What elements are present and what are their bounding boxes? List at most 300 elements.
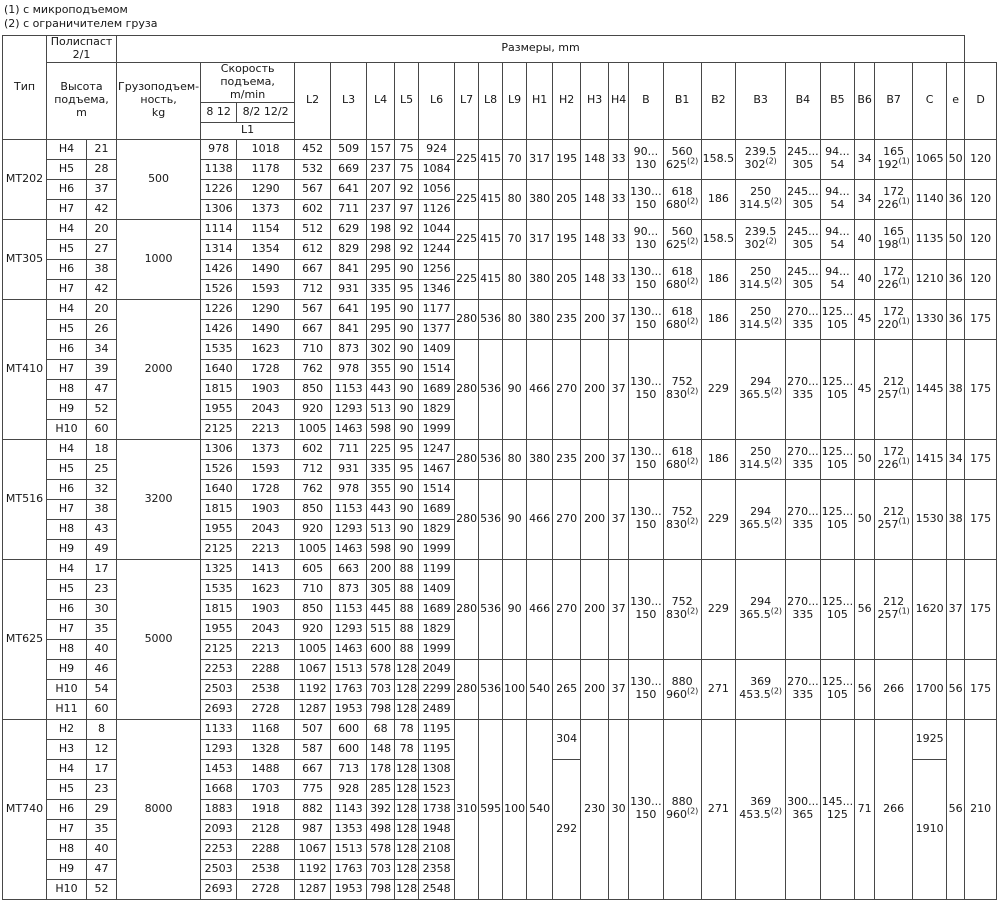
height-m-cell: 32 xyxy=(87,479,117,499)
dim-cell: 1763 xyxy=(331,679,367,699)
dim-cell: 130... 150 xyxy=(629,719,664,899)
type-cell: МТ516 xyxy=(3,439,47,559)
dim-cell: 2538 xyxy=(237,679,295,699)
dim-cell: 1126 xyxy=(419,199,455,219)
dim-cell: 1490 xyxy=(237,319,295,339)
dim-cell: 128 xyxy=(395,679,419,699)
dim-cell: 235 xyxy=(553,299,581,339)
height-code-cell: H5 xyxy=(47,239,87,259)
dim-cell: 212 257$^{(1)}$ xyxy=(875,559,913,659)
dim-cell: 598 xyxy=(367,539,395,559)
dim-cell: 2253 xyxy=(201,839,237,859)
dim-cell: 1005 xyxy=(295,539,331,559)
dim-cell: 369 453.5$^{(2)}$ xyxy=(736,719,786,899)
dim-cell: 2288 xyxy=(237,659,295,679)
dim-cell: 587 xyxy=(295,739,331,759)
height-code-cell: H9 xyxy=(47,659,87,679)
dim-cell: 978 xyxy=(331,479,367,499)
dim-cell: 128 xyxy=(395,779,419,799)
dim-cell: 294 365.5$^{(2)}$ xyxy=(736,479,786,559)
dim-cell: 2728 xyxy=(237,699,295,719)
height-code-cell: H6 xyxy=(47,599,87,619)
dim-cell: 1526 xyxy=(201,459,237,479)
dim-cell: 380 xyxy=(527,179,553,219)
dim-cell: 88 xyxy=(395,639,419,659)
dim-cell: 1463 xyxy=(331,539,367,559)
dim-cell: 245... 305 xyxy=(786,219,821,259)
dim-cell: 130... 150 xyxy=(629,259,664,299)
dim-cell: 298 xyxy=(367,239,395,259)
dim-cell: 578 xyxy=(367,839,395,859)
header-speed-8-12: 8 12 xyxy=(201,102,237,122)
dim-cell: 250 314.5$^{(2)}$ xyxy=(736,299,786,339)
dim-cell: 1728 xyxy=(237,479,295,499)
height-m-cell: 43 xyxy=(87,519,117,539)
dim-cell: 1373 xyxy=(237,439,295,459)
height-code-cell: H7 xyxy=(47,619,87,639)
dim-cell: 40 xyxy=(855,259,875,299)
dim-cell: 172 226$^{(1)}$ xyxy=(875,179,913,219)
dim-cell: 920 xyxy=(295,619,331,639)
dim-cell: 250 314.5$^{(2)}$ xyxy=(736,179,786,219)
dim-cell: 1910 xyxy=(913,759,947,899)
dim-cell: 392 xyxy=(367,799,395,819)
height-m-cell: 18 xyxy=(87,439,117,459)
height-m-cell: 42 xyxy=(87,279,117,299)
dim-cell: 235 xyxy=(553,439,581,479)
dim-cell: 560 625$^{(2)}$ xyxy=(663,219,701,259)
dim-cell: 172 220$^{(1)}$ xyxy=(875,299,913,339)
dim-cell: 1143 xyxy=(331,799,367,819)
dim-cell: 452 xyxy=(295,139,331,159)
dim-cell: 1195 xyxy=(419,719,455,739)
dim-cell: 128 xyxy=(395,699,419,719)
dim-cell: 1620 xyxy=(913,559,947,659)
dim-cell: 1829 xyxy=(419,399,455,419)
dim-cell: 600 xyxy=(331,739,367,759)
dim-cell: 711 xyxy=(331,199,367,219)
dim-cell: 130... 150 xyxy=(629,479,664,559)
height-code-cell: H7 xyxy=(47,199,87,219)
dim-cell: 612 xyxy=(295,239,331,259)
dim-cell: 120 xyxy=(965,139,997,179)
dim-cell: 1530 xyxy=(913,479,947,559)
dim-cell: 667 xyxy=(295,759,331,779)
dim-cell: 225 xyxy=(455,179,479,219)
dim-cell: 100 xyxy=(503,719,527,899)
dim-cell: 1689 xyxy=(419,379,455,399)
dim-cell: 125... 105 xyxy=(820,299,855,339)
dim-cell: 513 xyxy=(367,399,395,419)
dim-cell: 880 960$^{(2)}$ xyxy=(663,659,701,719)
dim-cell: 1490 xyxy=(237,259,295,279)
dim-cell: 90 xyxy=(503,559,527,659)
dim-cell: 1815 xyxy=(201,379,237,399)
dim-cell: 200 xyxy=(367,559,395,579)
dim-cell: 667 xyxy=(295,259,331,279)
height-code-cell: H6 xyxy=(47,339,87,359)
dim-cell: 1903 xyxy=(237,379,295,399)
dim-cell: 270... 335 xyxy=(786,659,821,719)
dim-cell: 148 xyxy=(581,179,609,219)
dim-cell: 198 xyxy=(367,219,395,239)
dim-cell: 669 xyxy=(331,159,367,179)
height-code-cell: H4 xyxy=(47,139,87,159)
height-m-cell: 30 xyxy=(87,599,117,619)
height-code-cell: H5 xyxy=(47,159,87,179)
dim-cell: 1883 xyxy=(201,799,237,819)
height-m-cell: 20 xyxy=(87,219,117,239)
dim-cell: 270... 335 xyxy=(786,299,821,339)
dim-cell: 1829 xyxy=(419,519,455,539)
dim-cell: 148 xyxy=(581,259,609,299)
dim-cell: 540 xyxy=(527,659,553,719)
dim-cell: 752 830$^{(2)}$ xyxy=(663,559,701,659)
height-code-cell: H7 xyxy=(47,359,87,379)
capacity-cell: 5000 xyxy=(117,559,201,719)
col-header: L2 xyxy=(295,62,331,139)
dim-cell: 1067 xyxy=(295,839,331,859)
dim-cell: 237 xyxy=(367,159,395,179)
dim-cell: 205 xyxy=(553,179,581,219)
height-m-cell: 34 xyxy=(87,339,117,359)
dim-cell: 445 xyxy=(367,599,395,619)
height-code-cell: H9 xyxy=(47,539,87,559)
dim-cell: 2213 xyxy=(237,419,295,439)
dim-cell: 2125 xyxy=(201,639,237,659)
dim-cell: 1377 xyxy=(419,319,455,339)
dim-cell: 245... 305 xyxy=(786,179,821,219)
dim-cell: 1308 xyxy=(419,759,455,779)
dim-cell: 36 xyxy=(947,179,965,219)
header-height: Высота подъема, m xyxy=(47,62,117,139)
dim-cell: 536 xyxy=(479,659,503,719)
height-m-cell: 26 xyxy=(87,319,117,339)
dim-cell: 536 xyxy=(479,479,503,559)
dim-cell: 873 xyxy=(331,579,367,599)
footnotes xyxy=(2,1,998,33)
dim-cell: 667 xyxy=(295,319,331,339)
dim-cell: 38 xyxy=(947,479,965,559)
type-cell: МТ202 xyxy=(3,139,47,219)
dim-cell: 33 xyxy=(609,139,629,179)
height-m-cell: 54 xyxy=(87,679,117,699)
dim-cell: 443 xyxy=(367,499,395,519)
dim-cell: 186 xyxy=(701,439,736,479)
dim-cell: 920 xyxy=(295,519,331,539)
height-code-cell: H7 xyxy=(47,499,87,519)
dim-cell: 355 xyxy=(367,479,395,499)
dim-cell: 466 xyxy=(527,479,553,559)
dim-cell: 125... 105 xyxy=(820,559,855,659)
dim-cell: 1426 xyxy=(201,259,237,279)
height-code-cell: H8 xyxy=(47,639,87,659)
dim-cell: 1463 xyxy=(331,419,367,439)
dim-cell: 762 xyxy=(295,359,331,379)
dim-cell: 280 xyxy=(455,659,479,719)
dim-cell: 703 xyxy=(367,859,395,879)
dim-cell: 1513 xyxy=(331,659,367,679)
dim-cell: 882 xyxy=(295,799,331,819)
dim-cell: 1409 xyxy=(419,339,455,359)
dim-cell: 130... 150 xyxy=(629,439,664,479)
dim-cell: 128 xyxy=(395,799,419,819)
height-code-cell: H7 xyxy=(47,279,87,299)
dim-cell: 292 xyxy=(553,759,581,899)
dim-cell: 2548 xyxy=(419,879,455,899)
dim-cell: 2693 xyxy=(201,879,237,899)
footnote-2: (2) с ограничителем груза xyxy=(4,17,158,30)
dim-cell: 90 xyxy=(503,339,527,439)
header-capacity: Грузоподъем- ность, kg xyxy=(117,62,201,139)
dim-cell: 33 xyxy=(609,179,629,219)
dim-cell: 355 xyxy=(367,359,395,379)
dim-cell: 1226 xyxy=(201,179,237,199)
dim-cell: 280 xyxy=(455,339,479,439)
col-header: B1 xyxy=(663,62,701,139)
dim-cell: 270... 335 xyxy=(786,439,821,479)
dim-cell: 1005 xyxy=(295,419,331,439)
dim-cell: 663 xyxy=(331,559,367,579)
dim-cell: 45 xyxy=(855,339,875,439)
dim-cell: 175 xyxy=(965,299,997,339)
dim-cell: 310 xyxy=(455,719,479,899)
dim-cell: 602 xyxy=(295,199,331,219)
dim-cell: 335 xyxy=(367,279,395,299)
dim-cell: 90 xyxy=(395,319,419,339)
dim-cell: 618 680$^{(2)}$ xyxy=(663,299,701,339)
dim-cell: 200 xyxy=(581,439,609,479)
dim-cell: 80 xyxy=(503,179,527,219)
dim-cell: 37 xyxy=(947,559,965,659)
dim-cell: 37 xyxy=(609,479,629,559)
dim-cell: 978 xyxy=(201,139,237,159)
dim-cell: 97 xyxy=(395,199,419,219)
dim-cell: 90 xyxy=(395,259,419,279)
height-code-cell: H9 xyxy=(47,399,87,419)
dim-cell: 207 xyxy=(367,179,395,199)
col-header: L8 xyxy=(479,62,503,139)
footnote-1: (1) с микроподъемом xyxy=(4,3,128,16)
dim-cell: 1065 xyxy=(913,139,947,179)
dim-cell: 94... 54 xyxy=(820,219,855,259)
dim-cell: 1287 xyxy=(295,879,331,899)
dim-cell: 295 xyxy=(367,259,395,279)
dim-cell: 172 226$^{(1)}$ xyxy=(875,439,913,479)
dim-cell: 70 xyxy=(503,139,527,179)
dim-cell: 38 xyxy=(947,339,965,439)
dim-cell: 1953 xyxy=(331,879,367,899)
dim-cell: 2108 xyxy=(419,839,455,859)
height-m-cell: 20 xyxy=(87,299,117,319)
dim-cell: 90 xyxy=(395,479,419,499)
dim-cell: 148 xyxy=(581,139,609,179)
dim-cell: 195 xyxy=(367,299,395,319)
dim-cell: 618 680$^{(2)}$ xyxy=(663,259,701,299)
dim-cell: 641 xyxy=(331,179,367,199)
dim-cell: 415 xyxy=(479,219,503,259)
dim-cell: 536 xyxy=(479,339,503,439)
dim-cell: 1067 xyxy=(295,659,331,679)
dim-cell: 120 xyxy=(965,219,997,259)
dim-cell: 1925 xyxy=(913,719,947,759)
height-code-cell: H9 xyxy=(47,859,87,879)
dim-cell: 120 xyxy=(965,259,997,299)
dim-cell: 2043 xyxy=(237,519,295,539)
dim-cell: 100 xyxy=(503,659,527,719)
col-header: B2 xyxy=(701,62,736,139)
dim-cell: 1918 xyxy=(237,799,295,819)
dim-cell: 1903 xyxy=(237,499,295,519)
dim-cell: 128 xyxy=(395,759,419,779)
dim-cell: 212 257$^{(1)}$ xyxy=(875,479,913,559)
dim-cell: 37 xyxy=(609,339,629,439)
height-m-cell: 37 xyxy=(87,179,117,199)
dim-cell: 1290 xyxy=(237,299,295,319)
dim-cell: 300... 365 xyxy=(786,719,821,899)
dim-cell: 280 xyxy=(455,439,479,479)
dim-cell: 210 xyxy=(965,719,997,899)
col-header: B4 xyxy=(786,62,821,139)
spec-table xyxy=(2,35,997,900)
dim-cell: 37 xyxy=(609,659,629,719)
dim-cell: 175 xyxy=(965,479,997,559)
height-m-cell: 40 xyxy=(87,639,117,659)
dim-cell: 798 xyxy=(367,699,395,719)
dim-cell: 270 xyxy=(553,479,581,559)
dim-cell: 245... 305 xyxy=(786,259,821,299)
dim-cell: 380 xyxy=(527,259,553,299)
dim-cell: 90 xyxy=(395,339,419,359)
height-code-cell: H10 xyxy=(47,679,87,699)
dim-cell: 1244 xyxy=(419,239,455,259)
dim-cell: 56 xyxy=(855,559,875,659)
height-m-cell: 38 xyxy=(87,259,117,279)
dim-cell: 90... 130 xyxy=(629,219,664,259)
dim-cell: 532 xyxy=(295,159,331,179)
dim-cell: 2213 xyxy=(237,639,295,659)
dim-cell: 280 xyxy=(455,299,479,339)
col-header: L9 xyxy=(503,62,527,139)
dim-cell: 92 xyxy=(395,179,419,199)
col-header: L3 xyxy=(331,62,367,139)
dim-cell: 285 xyxy=(367,779,395,799)
dim-cell: 250 314.5$^{(2)}$ xyxy=(736,439,786,479)
dim-cell: 71 xyxy=(855,719,875,899)
dim-cell: 536 xyxy=(479,559,503,659)
dim-cell: 128 xyxy=(395,839,419,859)
dim-cell: 250 314.5$^{(2)}$ xyxy=(736,259,786,299)
dim-cell: 1192 xyxy=(295,679,331,699)
dim-cell: 713 xyxy=(331,759,367,779)
dim-cell: 239.5 302$^{(2)}$ xyxy=(736,139,786,179)
dim-cell: 317 xyxy=(527,219,553,259)
dim-cell: 90 xyxy=(395,399,419,419)
dim-cell: 1290 xyxy=(237,179,295,199)
height-code-cell: H8 xyxy=(47,379,87,399)
dim-cell: 1514 xyxy=(419,479,455,499)
height-code-cell: H4 xyxy=(47,219,87,239)
dim-cell: 270... 335 xyxy=(786,559,821,659)
height-code-cell: H5 xyxy=(47,579,87,599)
height-code-cell: H11 xyxy=(47,699,87,719)
dim-cell: 536 xyxy=(479,439,503,479)
dim-cell: 2125 xyxy=(201,419,237,439)
dim-cell: 540 xyxy=(527,719,553,899)
dim-cell: 205 xyxy=(553,259,581,299)
height-code-cell: H4 xyxy=(47,299,87,319)
dim-cell: 186 xyxy=(701,259,736,299)
header-l1: L1 xyxy=(201,122,295,139)
dim-cell: 50 xyxy=(947,139,965,179)
height-code-cell: H2 xyxy=(47,719,87,739)
dim-cell: 186 xyxy=(701,179,736,219)
dim-cell: 2043 xyxy=(237,619,295,639)
dim-cell: 1354 xyxy=(237,239,295,259)
dim-cell: 466 xyxy=(527,339,553,439)
dim-cell: 302 xyxy=(367,339,395,359)
col-header: e xyxy=(947,62,965,139)
height-code-cell: H4 xyxy=(47,439,87,459)
dim-cell: 34 xyxy=(855,139,875,179)
height-m-cell: 27 xyxy=(87,239,117,259)
dim-cell: 829 xyxy=(331,239,367,259)
dim-cell: 1247 xyxy=(419,439,455,459)
dim-cell: 1306 xyxy=(201,199,237,219)
dim-cell: 1153 xyxy=(331,599,367,619)
dim-cell: 629 xyxy=(331,219,367,239)
type-cell: МТ625 xyxy=(3,559,47,719)
height-m-cell: 47 xyxy=(87,379,117,399)
dim-cell: 841 xyxy=(331,259,367,279)
dim-cell: 850 xyxy=(295,599,331,619)
height-code-cell: H5 xyxy=(47,459,87,479)
height-m-cell: 47 xyxy=(87,859,117,879)
height-code-cell: H8 xyxy=(47,839,87,859)
dim-cell: 304 xyxy=(553,719,581,759)
dim-cell: 90 xyxy=(395,519,419,539)
dim-cell: 1640 xyxy=(201,359,237,379)
dim-cell: 369 453.5$^{(2)}$ xyxy=(736,659,786,719)
dim-cell: 90 xyxy=(395,499,419,519)
dim-cell: 125... 105 xyxy=(820,339,855,439)
header-polispast: Полиспаст 2/1 xyxy=(47,36,117,63)
dim-cell: 1168 xyxy=(237,719,295,739)
dim-cell: 80 xyxy=(503,439,527,479)
dim-cell: 1306 xyxy=(201,439,237,459)
dim-cell: 271 xyxy=(701,659,736,719)
height-m-cell: 42 xyxy=(87,199,117,219)
dim-cell: 850 xyxy=(295,499,331,519)
dim-cell: 598 xyxy=(367,419,395,439)
capacity-cell: 3200 xyxy=(117,439,201,559)
dim-cell: 641 xyxy=(331,299,367,319)
dim-cell: 175 xyxy=(965,439,997,479)
dim-cell: 1513 xyxy=(331,839,367,859)
dim-cell: 36 xyxy=(947,299,965,339)
header-dimensions: Размеры, mm xyxy=(117,36,965,63)
dim-cell: 175 xyxy=(965,339,997,439)
height-m-cell: 23 xyxy=(87,579,117,599)
dim-cell: 1593 xyxy=(237,459,295,479)
dim-cell: 752 830$^{(2)}$ xyxy=(663,339,701,439)
height-m-cell: 12 xyxy=(87,739,117,759)
col-header: L6 xyxy=(419,62,455,139)
dim-cell: 37 xyxy=(609,439,629,479)
dim-cell: 195 xyxy=(553,139,581,179)
dim-cell: 1903 xyxy=(237,599,295,619)
dim-cell: 335 xyxy=(367,459,395,479)
